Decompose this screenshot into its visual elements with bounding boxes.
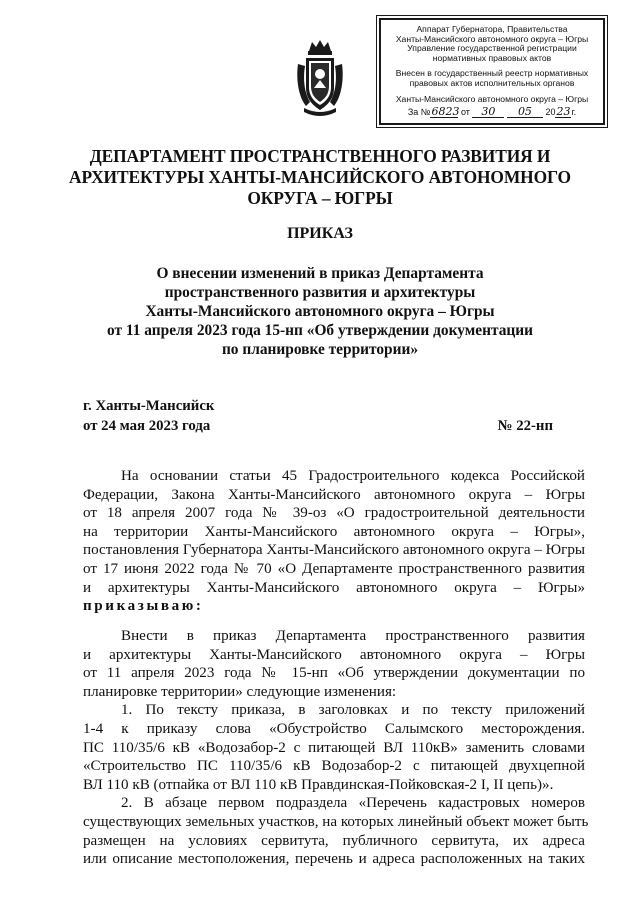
body-line: планировке территории» следующие изменения: bbox=[83, 683, 397, 700]
body-line: от 17 июня 2022 года № 70 «О Департаменте пространственного развития bbox=[83, 560, 585, 577]
stamp-reg-number: 6823 bbox=[431, 105, 460, 118]
department-heading-line: ОКРУГА – ЮГРЫ bbox=[247, 188, 393, 208]
body-line: Внести в приказ Департамента пространственного развития bbox=[121, 628, 585, 644]
body-line: от 18 апреля 2007 года № 39-оз «О градостроительной деятельности bbox=[83, 505, 585, 522]
stamp-registration-line bbox=[381, 107, 603, 118]
department-heading-line: ДЕПАРТАМЕНТ ПРОСТРАНСТВЕННОГО РАЗВИТИЯ И bbox=[89, 146, 551, 166]
department-heading bbox=[60, 146, 580, 209]
department-heading-line: АРХИТЕКТУРЫ ХАНТЫ-МАНСИЙСКОГО АВТОНОМНОГО bbox=[69, 167, 571, 187]
stamp-reg-year: 23 bbox=[556, 105, 571, 118]
order-paragraph bbox=[83, 627, 589, 869]
stamp-line: Ханты-Мансийского автономного округа – Югры bbox=[395, 33, 589, 44]
stamp-line: Управление государственной регистрации bbox=[407, 43, 577, 54]
body-line: и архитектуры Ханты-Мансийского автономного округа – Югры bbox=[83, 646, 585, 663]
body-line: ВЛ 110 кВ (отпайка от ВЛ 110 кВ Правдинская-Пойковская-2 I, II цепь)». bbox=[83, 776, 554, 793]
list-item-1-line: 1. По тексту приказа, в заголовках и по тексту приложений bbox=[121, 702, 585, 719]
subject-line: по планировке территории» bbox=[221, 341, 419, 358]
coat-of-arms-icon bbox=[294, 38, 346, 116]
body-line: на территории Ханты-Мансийского автономного округа – Югры», bbox=[83, 523, 585, 540]
document-type: ПРИКАЗ bbox=[287, 225, 353, 242]
stamp-line: правовых актов исполнительных органов bbox=[409, 77, 575, 88]
document-subject bbox=[60, 264, 580, 359]
stamp-reg-day: 30 bbox=[472, 107, 504, 118]
document-place: г. Ханты-Мансийск bbox=[83, 398, 215, 414]
subject-line: пространственного развития и архитектуры bbox=[164, 284, 476, 301]
body-line: существующих земельных участков, на которых линейный объект может быть bbox=[83, 813, 589, 830]
stamp-reg-month: 05 bbox=[507, 107, 543, 118]
stamp-reg-suffix: г. bbox=[571, 107, 577, 117]
body-line: «Строительство ПС 110/35/6 кВ Водозабор-2 с питающей двухцепной bbox=[83, 758, 585, 775]
stamp-reg-from: от bbox=[460, 107, 470, 117]
stamp-line: Аппарат Губернатора, Правительства bbox=[416, 24, 568, 34]
stamp-line: Внесен в государственный реестр нормативных bbox=[395, 68, 589, 79]
document-number: № 22-нп bbox=[497, 418, 553, 434]
body-line: На основании статьи 45 Градостроительного кодекса Российской bbox=[121, 468, 585, 484]
body-line: размещен на условиях сервитута, публичного сервитута, их адреса bbox=[83, 832, 585, 849]
subject-line: Ханты-Мансийского автономного округа – Югры bbox=[145, 303, 495, 320]
body-line: ПС 110/35/6 кВ «Водозабор-2 с питающей ВЛ 110кВ» заменить словами bbox=[83, 739, 585, 756]
order-word: приказываю: bbox=[83, 598, 204, 615]
body-line: или описание местоположения, перечень и адреса расположенных на таких bbox=[83, 851, 585, 868]
stamp-reg-year-prefix: 20 bbox=[545, 107, 556, 117]
body-line: и архитектуры Ханты-Мансийского автономного округа – Югры» bbox=[83, 579, 585, 596]
document-date: от 24 мая 2023 года bbox=[83, 418, 211, 434]
stamp-reg-prefix: За № bbox=[407, 107, 431, 117]
body-line: постановления Губернатора Ханты-Мансийского автономного округа – Югры bbox=[83, 542, 586, 559]
subject-line: от 11 апреля 2023 года 15-нп «Об утверждении документации bbox=[106, 322, 533, 339]
preamble-paragraph bbox=[83, 467, 585, 616]
body-line bbox=[83, 597, 585, 616]
body-line: Федерации, Закона Ханты-Мансийского автономного округа – Югры bbox=[83, 486, 585, 503]
stamp-line: Ханты-Мансийского автономного округа – Югры bbox=[395, 93, 589, 104]
registration-stamp bbox=[379, 18, 605, 125]
subject-line: О внесении изменений в приказ Департамента bbox=[156, 265, 484, 282]
list-item-2-line: 2. В абзаце первом подраздела «Перечень кадастровых номеров bbox=[121, 795, 585, 812]
body-line: 1-4 к приказу слова «Обустройство Салымского месторождения. bbox=[83, 720, 585, 737]
body-line: от 11 апреля 2023 года № 15-нп «Об утверждении документации по bbox=[83, 665, 585, 682]
stamp-line: нормативных правовых актов bbox=[432, 52, 552, 63]
